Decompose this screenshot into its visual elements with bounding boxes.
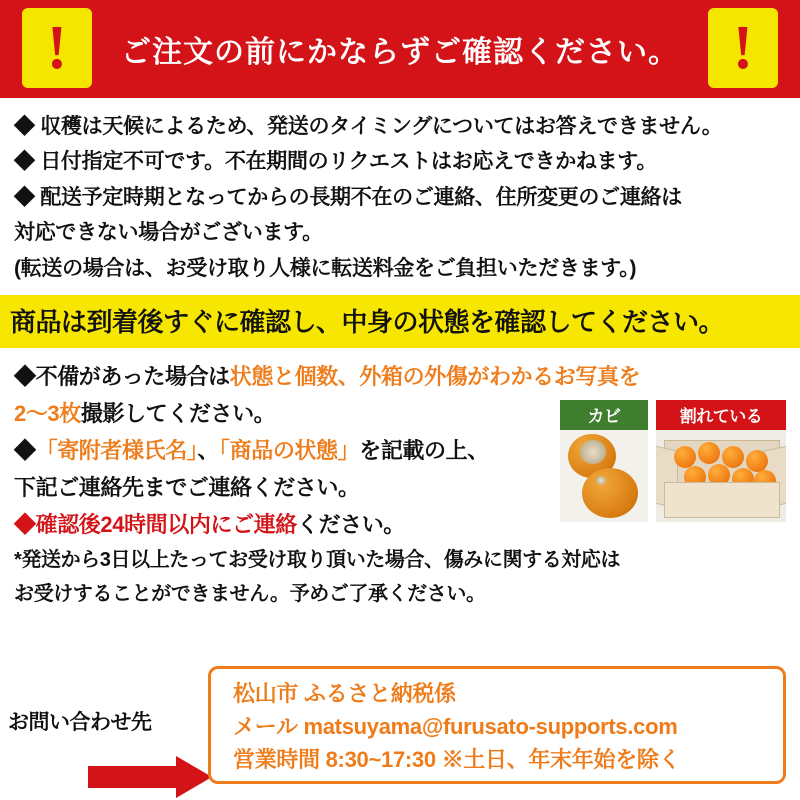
contact-hours-row xyxy=(233,743,783,776)
contact-label: お問い合わせ先 xyxy=(8,711,152,734)
instruction-line-6: *発送から3日以上たってお受け取り頂いた場合、傷みに関する対応は xyxy=(14,549,621,572)
notice-line-1: ◆ 収穫は天候によるため、発送のタイミングについてはお答えできません。 xyxy=(14,115,723,138)
contact-org: 松山市 ふるさと納税係 xyxy=(233,681,456,706)
contact-mail-address[interactable]: matsuyama@furusato-supports.com xyxy=(303,714,678,739)
instruction-line-1 xyxy=(14,360,786,393)
instruction-2-highlight: 2〜3枚 xyxy=(14,401,81,427)
instruction-3-mid: 、 xyxy=(197,438,220,464)
contact-details xyxy=(208,666,786,784)
mold-photo-card xyxy=(560,400,648,522)
mold-photo-label: カビ xyxy=(560,400,648,430)
contact-mail-row xyxy=(233,710,783,743)
instruction-line-7: お受けすることができません。予めご了承ください。 xyxy=(14,583,486,606)
instruction-3-suffix: を記載の上、 xyxy=(359,438,489,464)
notice-line-3: ◆ 配送予定時期となってからの長期不在のご連絡、住所変更のご連絡は xyxy=(14,185,682,209)
contact-section xyxy=(0,660,800,800)
broken-photo-label: 割れている xyxy=(656,400,786,430)
notice-line-4: 対応できない場合がございます。 xyxy=(14,221,323,245)
arrow-icon-body xyxy=(88,766,178,788)
contact-hours-label: 営業時間 xyxy=(233,747,320,772)
highlight-bar: 商品は到着後すぐに確認し、中身の状態を確認してください。 xyxy=(0,295,800,348)
notice-block xyxy=(0,98,800,295)
notice-line-5: (転送の場合は、お受け取り人様に転送料金をご負担いただきます。) xyxy=(14,256,637,280)
contact-mail-label: メール xyxy=(233,714,298,739)
example-photos xyxy=(560,400,786,522)
header-banner xyxy=(0,0,800,98)
instruction-3-prefix: ◆ xyxy=(14,438,36,464)
broken-photo-image xyxy=(656,430,786,522)
instruction-1-highlight: 状態と個数、外箱の外傷がわかるお写真を xyxy=(229,364,641,390)
exclamation-icon-left: ! xyxy=(22,8,92,88)
exclamation-icon-right: ! xyxy=(708,8,778,88)
instruction-1-prefix: ◆不備があった場合は xyxy=(14,364,230,390)
contact-hours-note: ※土日、年末年始を除く xyxy=(441,747,681,772)
arrow-icon-head xyxy=(176,756,212,798)
instruction-5-suffix: ください。 xyxy=(296,512,405,538)
instruction-5-highlight: 確認後24時間以内にご連絡 xyxy=(35,512,297,538)
page-title: ご注文の前にかならずご確認ください。 xyxy=(121,36,679,69)
instructions-block xyxy=(0,348,800,609)
mold-photo-image xyxy=(560,430,648,522)
instruction-5-mark: ◆ xyxy=(14,512,36,538)
instruction-3-quote-2: 「商品の状態」 xyxy=(219,438,360,464)
instruction-2-suffix: 撮影してください。 xyxy=(80,401,276,427)
contact-hours-value: 8:30~17:30 xyxy=(325,747,436,772)
instruction-line-4: 下記ご連絡先までご連絡ください。 xyxy=(14,475,360,501)
instruction-3-quote-1: 「寄附者様氏名」 xyxy=(35,438,198,464)
notice-line-2: ◆ 日付指定不可です。不在期間のリクエストはお応えできかねます。 xyxy=(14,150,658,174)
broken-photo-card xyxy=(656,400,786,522)
